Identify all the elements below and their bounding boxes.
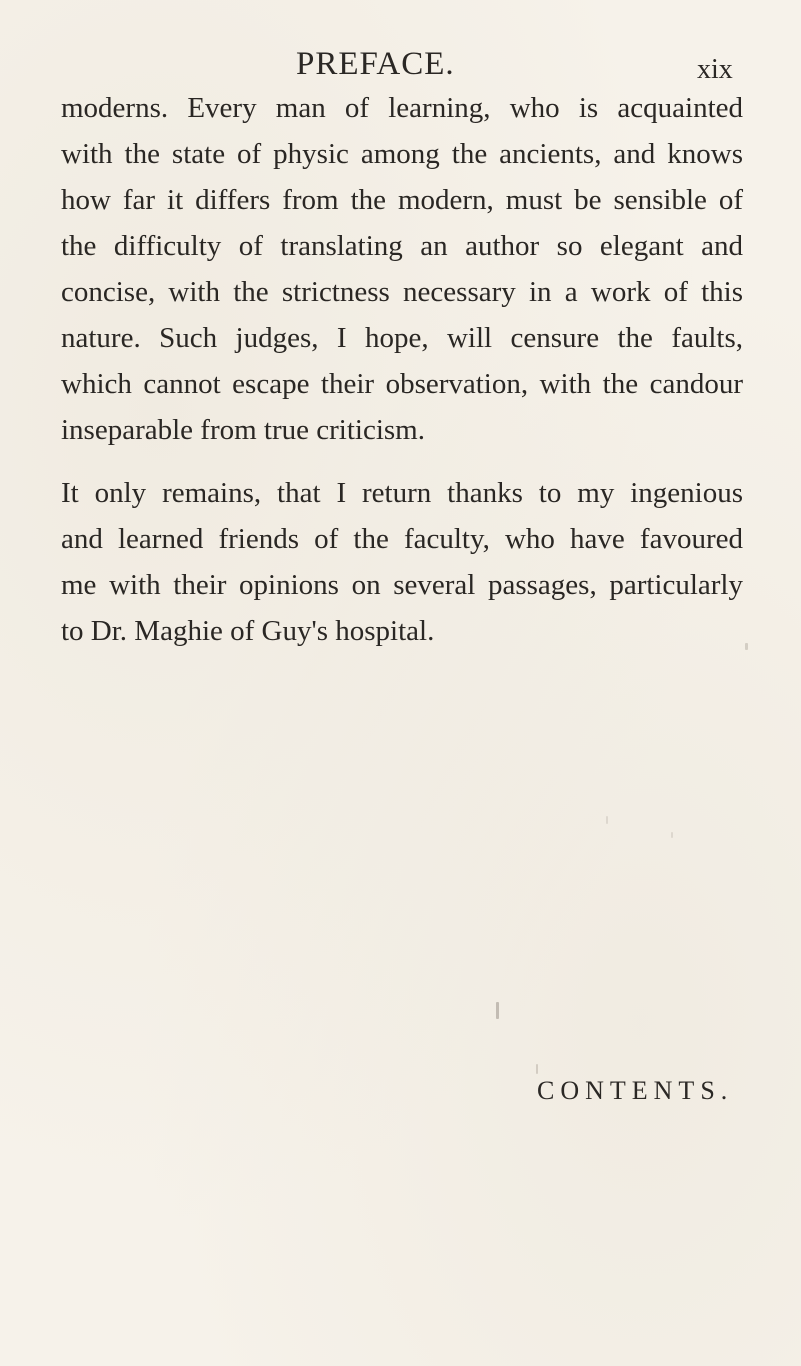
text-line: which cannot escape their observation, with the candour bbox=[61, 368, 743, 400]
text-line: to Dr. Maghie of Guy's hospital. bbox=[61, 615, 435, 647]
text-line: It only remains, that I return thanks to my ingenious bbox=[61, 477, 743, 509]
text-line: concise, with the strictness necessary in a work of this bbox=[61, 276, 743, 308]
paper-speck bbox=[745, 643, 748, 650]
text-line: the difficulty of translating an author so elegant and bbox=[61, 230, 743, 262]
text-line: inseparable from true criticism. bbox=[61, 414, 425, 446]
text-line: moderns. Every man of learning, who is acquainted bbox=[61, 92, 743, 124]
text-line: and learned friends of the faculty, who have favoured bbox=[61, 523, 743, 555]
text-line: how far it differs from the modern, must be sensible of bbox=[61, 184, 743, 216]
page-number: xix bbox=[697, 54, 733, 85]
paragraph-2 bbox=[61, 470, 743, 654]
paper-speck bbox=[536, 1064, 538, 1074]
paper-speck bbox=[606, 816, 608, 824]
text-line: with the state of physic among the ancients, and knows bbox=[61, 138, 743, 170]
running-header bbox=[0, 38, 801, 88]
header-title: PREFACE. bbox=[296, 46, 455, 82]
paragraph-1 bbox=[61, 85, 743, 453]
text-line: me with their opinions on several passages, particularly bbox=[61, 569, 743, 601]
catchword: CONTENTS. bbox=[537, 1076, 734, 1105]
paper-speck bbox=[671, 832, 673, 838]
text-line: nature. Such judges, I hope, will censure the faults, bbox=[61, 322, 743, 354]
paper-speck bbox=[496, 1002, 499, 1019]
